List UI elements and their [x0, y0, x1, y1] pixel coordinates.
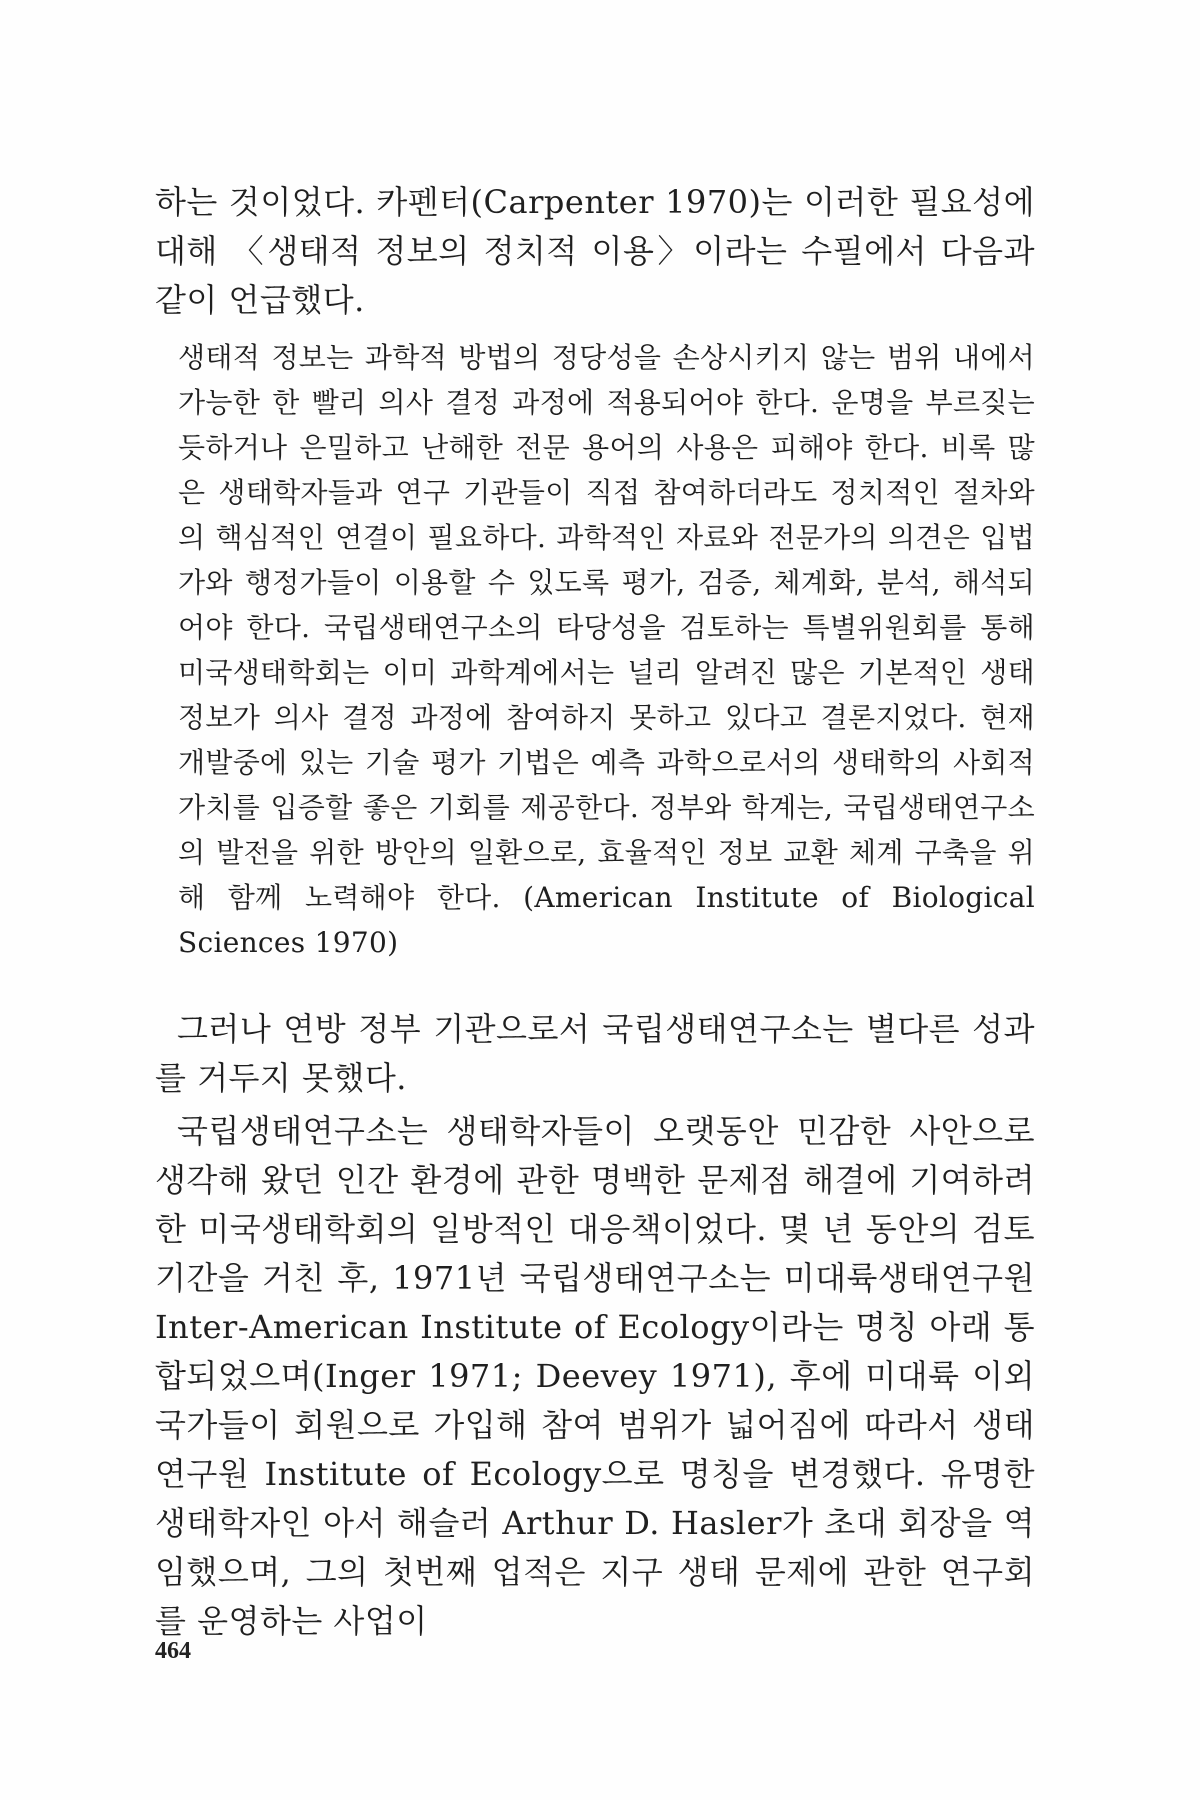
- quote-text: 생태적 정보는 과학적 방법의 정당성을 손상시키지 않는 범위 내에서 가능한 한 빨리 의사 결정 과정에 적용되어야 한다. 운명을 부르짖는 듯하거나 은밀하고 난해한 전문 용어의 사용은 피해야 한다. 비록 많은 생태학자들과 연구 기관들이 직접 참여하더라도 정치적인 절차와의 핵심적인 연결이 필요하다. 과학적인 자료와 전문가의 의견은 입법가와 행정가들이 이용할 수 있도록 평가, 검증, 체계화, 분석, 해석되어야 한다. 국립생태연구소의 타당성을 검토하는 특별위원회를 통해 미국생태학회는 이미 과학계에서는 널리 알려진 많은 기본적인 생태 정보가 의사 결정 과정에 참여하지 못하고 있다고 결론지었다. 현재 개발중에 있는 기술 평가 기법은 예측 과학으로서의 생태학의 사회적 가치를 입증할 좋은 기회를 제공한다. 정부와 학계는, 국립생태연구소의 발전을 위한 방안의 일환으로, 효율적인 정보 교환 체계 구축을 위해 함께 노력해야 한다. (American Institute of Biological Sciences 1970): [178, 341, 1035, 959]
- paragraph-continuation: [155, 178, 1035, 325]
- paragraph-3-block: [155, 1107, 1035, 1646]
- paragraph-3: 국립생태연구소는 생태학자들이 오랫동안 민감한 사안으로 생각해 왔던 인간 환경에 관한 명백한 문제점 해결에 기여하려 한 미국생태학회의 일방적인 대응책이었다. 몇 년 동안의 검토 기간을 거친 후, 1971년 국립생태연구소는 미대륙생태연구원 Inter-American Institute of Ecology이라는 명칭 아래 통합되었으며(Inger 1971; Deevey 1971), 후에 미대륙 이외 국가들이 회원으로 가입해 참여 범위가 넓어짐에 따라서 생태연구원 Institute of Ecology으로 명칭을 변경했다. 유명한 생태학자인 아서 해슬러 Arthur D. Hasler가 초대 회장을 역임했으며, 그의 첫번째 업적은 지구 생태 문제에 관한 연구회를 운영하는 사업이: [155, 1112, 1035, 1640]
- paragraph-2: 그러나 연방 정부 기관으로서 국립생태연구소는 별다른 성과를 거두지 못했다.: [155, 1010, 1035, 1097]
- block-quote: [178, 335, 1035, 965]
- paragraph-1: 하는 것이었다. 카펜터(Carpenter 1970)는 이러한 필요성에 대해 〈생태적 정보의 정치적 이용〉이라는 수필에서 다음과 같이 언급했다.: [155, 183, 1035, 319]
- page-number: 464: [155, 1638, 191, 1664]
- paragraph-2-block: [155, 1005, 1035, 1103]
